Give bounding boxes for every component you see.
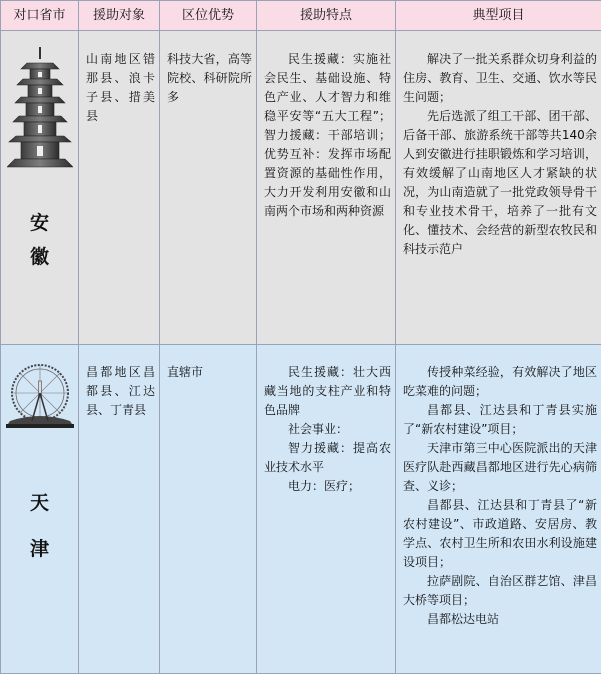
ferris-wheel-image <box>4 361 76 431</box>
header-target: 援助对象 <box>79 1 160 31</box>
target-cell <box>79 345 160 674</box>
header-features: 援助特点 <box>257 1 396 31</box>
table-row-tianjin <box>1 345 601 674</box>
header-row <box>1 1 601 31</box>
target-cell <box>79 31 160 345</box>
features-list <box>257 345 395 496</box>
province-cell <box>1 345 79 674</box>
province-name <box>1 491 78 561</box>
province-char: 天 <box>1 491 78 515</box>
advantage-cell <box>160 345 257 674</box>
features-cell <box>257 31 396 345</box>
project-paragraph: 先后选派了组工干部、团干部、后备干部、旅游系统干部等共140余人到安徽进行挂职锻炼和学习培训，有效缓解了山南地区人才紧缺的状况，为山南造就了一批党政领导骨干和专业技术骨干，培养了一批有文化、懂技术、会经营的新型农牧民和科技示范户 <box>403 107 597 259</box>
province-char: 安 <box>1 211 78 235</box>
project-paragraph: 拉萨剧院、自治区群艺馆、津昌大桥等项目； <box>403 572 597 610</box>
feature-paragraph: 电力：医疗； <box>264 477 391 496</box>
feature-paragraph: 社会事业： <box>264 420 391 439</box>
projects-cell <box>396 345 601 674</box>
project-paragraph: 昌都县、江达县和丁青县了“新农村建设”、市政道路、安居房、教学点、农村卫生所和农田水利设施建设项目； <box>403 496 597 572</box>
feature-paragraph: 民生援藏：壮大西藏当地的支柱产业和特色品牌 <box>264 363 391 420</box>
project-paragraph: 昌都松达电站 <box>403 610 597 629</box>
header-projects: 典型项目 <box>396 1 601 31</box>
project-paragraph: 传授种菜经验，有效解决了地区吃菜难的问题； <box>403 363 597 401</box>
projects-list <box>396 345 601 629</box>
feature-paragraph: 民生援藏：实施社会民生、基础设施、特色产业、人才智力和维稳平安等“五大工程”；智力援藏：干部培训；优势互补：发挥市场配置资源的基础性作用，大力开发利用安徽和山南两个市场和两种资源 <box>264 50 391 221</box>
projects-cell <box>396 31 601 345</box>
features-cell <box>257 345 396 674</box>
header-province: 对口省市 <box>1 1 79 31</box>
features-list <box>257 31 395 221</box>
project-paragraph: 天津市第三中心医院派出的天津医疗队赴西藏昌都地区进行先心病筛查、义诊； <box>403 439 597 496</box>
province-char: 徽 <box>1 245 78 269</box>
advantage-cell <box>160 31 257 345</box>
advantage-text: 直辖市 <box>160 345 256 382</box>
projects-list <box>396 31 601 259</box>
project-paragraph: 解决了一批关系群众切身利益的住房、教育、卫生、交通、饮水等民生问题； <box>403 50 597 107</box>
target-text: 山南地区错那县、浪卡子县、措美县 <box>79 31 159 126</box>
table-row-anhui <box>1 31 601 345</box>
header-advantage: 区位优势 <box>160 1 257 31</box>
province-name <box>1 211 78 269</box>
pagoda-image <box>7 45 73 171</box>
target-text: 昌都地区昌都县、江达县、丁青县 <box>79 345 159 420</box>
advantage-text: 科技大省，高等院校、科研院所多 <box>160 31 256 107</box>
province-char: 津 <box>1 537 78 561</box>
province-cell <box>1 31 79 345</box>
project-paragraph: 昌都县、江达县和丁青县实施了“新农村建设”项目； <box>403 401 597 439</box>
feature-paragraph: 智力援藏：提高农业技术水平 <box>264 439 391 477</box>
